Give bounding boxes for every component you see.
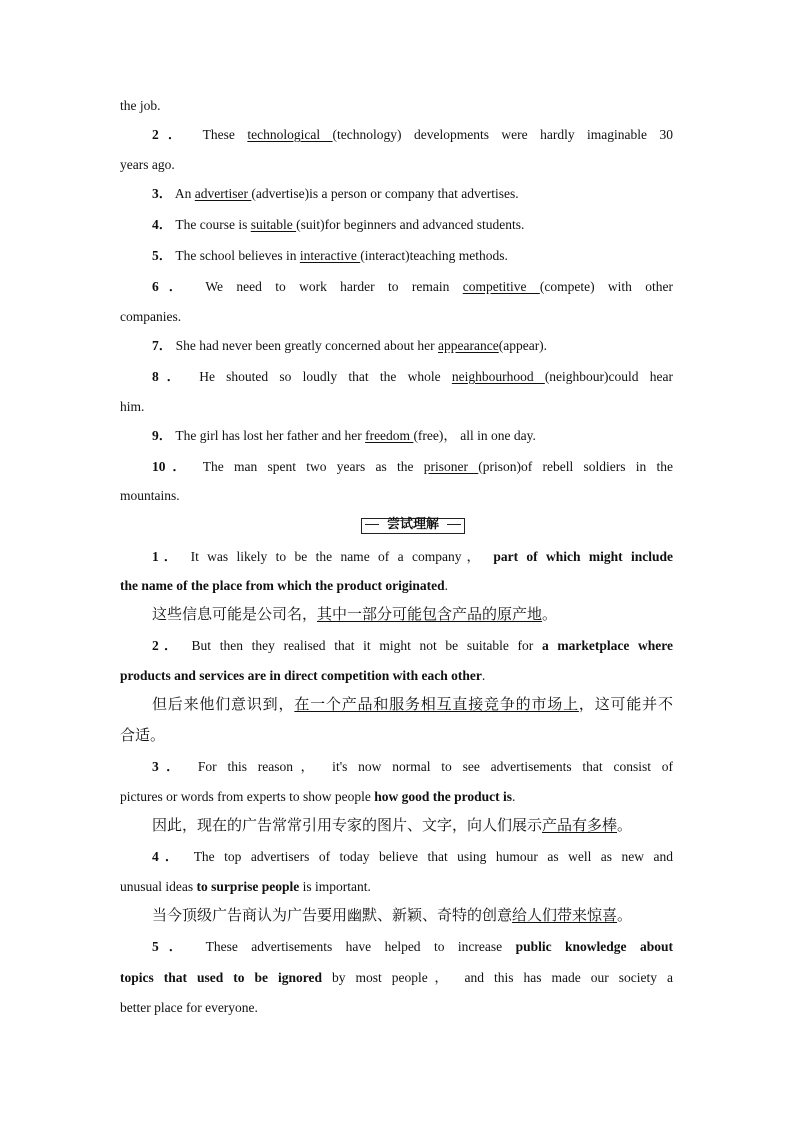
bold-phrase: to surprise people	[196, 879, 300, 894]
item-line	[152, 547, 673, 567]
item-text: (compete) with other	[539, 279, 673, 294]
answer-word: prisoner	[423, 459, 479, 474]
bold-phrase: the name of the place from which the product originated	[120, 578, 445, 593]
item-line	[152, 937, 673, 957]
item-line	[152, 457, 673, 477]
answer-word: technological	[247, 127, 333, 142]
item-line	[152, 336, 547, 356]
translation-text: ，这可能并不	[578, 695, 673, 713]
translation-text: 。	[617, 816, 633, 834]
answer-word: appearance	[438, 338, 499, 353]
item-text: But then they realised that it might not be suitable for	[191, 638, 534, 653]
translation-text: 但后来他们意识到，	[152, 695, 295, 713]
item-number: 1．	[152, 549, 183, 564]
item-text: by most people， and this has made our society a	[322, 970, 673, 985]
continuation-text: the job.	[120, 98, 161, 113]
item-text: The girl has lost her father and her	[175, 428, 362, 443]
bold-phrase: topics that used to be ignored	[120, 970, 323, 985]
translation-text: 这些信息可能是公司名，	[152, 605, 318, 623]
chinese-translation	[152, 814, 632, 836]
chinese-translation	[152, 904, 632, 926]
item-number: 5．	[152, 248, 173, 263]
item-text: (appear).	[498, 338, 548, 353]
translation-text: 。	[542, 605, 558, 623]
item-text: mountains.	[120, 488, 180, 503]
item-line	[152, 125, 673, 145]
translation-underlined: 在一个产品和服务相互直接竞争的市场上	[294, 695, 579, 713]
section-heading	[361, 515, 465, 535]
item-text: .	[511, 789, 516, 804]
item-number: 4．	[152, 849, 185, 864]
chinese-translation	[152, 693, 673, 715]
item-line	[152, 757, 673, 777]
item-line	[120, 576, 448, 596]
translation-text: 。	[617, 906, 633, 924]
translation-underlined: 给人们带来惊喜	[512, 906, 618, 924]
item-line	[120, 666, 485, 686]
item-text: companies.	[120, 309, 182, 324]
item-number: 9．	[152, 428, 173, 443]
item-number: 10．	[152, 459, 193, 474]
item-line	[152, 426, 536, 446]
item-line	[120, 787, 515, 807]
item-line	[152, 184, 519, 204]
answer-word: suitable	[250, 217, 297, 232]
translation-underlined: 其中一部分可能包含产品的原产地	[317, 605, 543, 623]
item-text: The school believes in	[175, 248, 297, 263]
item-text: It was likely to be the name of a company，	[190, 549, 485, 564]
item-text: (interact)teaching methods.	[360, 248, 508, 263]
answer-word: neighbourhood	[451, 369, 545, 384]
bold-phrase: how good the product is	[374, 789, 512, 804]
answer-word: freedom	[365, 428, 414, 443]
chinese-translation	[152, 603, 557, 625]
item-line	[152, 246, 508, 266]
item-line	[120, 877, 371, 897]
item-number: 4．	[152, 217, 173, 232]
item-text: These	[202, 127, 235, 142]
bold-phrase: a marketplace where	[541, 638, 673, 653]
item-number: 2．	[152, 127, 191, 142]
heading-label: 尝试理解	[386, 517, 439, 532]
item-text: (suit)for beginners and advanced students.	[296, 217, 525, 232]
bold-phrase: public knowledge about	[515, 939, 673, 954]
item-number: 7．	[152, 338, 173, 353]
item-text: An	[174, 186, 192, 201]
item-text: The course is	[175, 217, 248, 232]
item-text: (free)， all in one day.	[413, 428, 536, 443]
item-line	[152, 277, 673, 297]
item-text: For this reason， it's now normal to see advertisements that consist of	[197, 759, 673, 774]
translation-text: 因此，现在的广告常常引用专家的图片、文字，向人们展示	[152, 816, 543, 834]
item-text: better place for everyone.	[120, 1000, 258, 1015]
answer-word: competitive	[462, 279, 540, 294]
item-text: These advertisements have helped to increase	[205, 939, 503, 954]
item-line	[152, 215, 524, 235]
item-number: 5．	[152, 939, 193, 954]
bold-phrase: part of which might include	[493, 549, 673, 564]
chinese-translation-continuation: 合适。	[120, 726, 166, 744]
answer-word: advertiser	[194, 186, 252, 201]
answer-word: interactive	[299, 248, 361, 263]
item-number: 3．	[152, 759, 188, 774]
item-number: 8．	[152, 369, 188, 384]
item-text: The top advertisers of today believe that using humour as well as new and	[193, 849, 673, 864]
item-text: (advertise)is a person or company that advertises.	[251, 186, 519, 201]
item-text: is important.	[299, 879, 371, 894]
item-line	[152, 636, 673, 656]
item-number: 6．	[152, 279, 193, 294]
item-text: pictures or words from experts to show people	[120, 789, 371, 804]
item-number: 2．	[152, 638, 183, 653]
translation-text: 当今顶级广告商认为广告要用幽默、新颖、奇特的创意	[152, 906, 513, 924]
item-text: We need to work harder to remain	[205, 279, 450, 294]
item-text: .	[481, 668, 486, 683]
item-text: (technology) developments were hardly imaginable 30	[332, 127, 673, 142]
item-text: (neighbour)could hear	[544, 369, 673, 384]
item-line	[120, 968, 673, 988]
item-line	[152, 367, 673, 387]
translation-underlined: 产品有多棒	[542, 816, 618, 834]
item-text: The man spent two years as the	[202, 459, 414, 474]
item-number: 3．	[152, 186, 173, 201]
item-text: .	[444, 578, 448, 593]
item-text: (prison)of rebell soldiers in the	[478, 459, 673, 474]
item-text: unusual ideas	[120, 879, 194, 894]
item-text: She had never been greatly concerned about her	[175, 338, 435, 353]
item-text: He shouted so loudly that the whole	[199, 369, 441, 384]
item-line	[152, 847, 673, 867]
item-text: years ago.	[120, 157, 175, 172]
item-text: him.	[120, 399, 145, 414]
bold-phrase: products and services are in direct competition with each other	[120, 668, 482, 683]
